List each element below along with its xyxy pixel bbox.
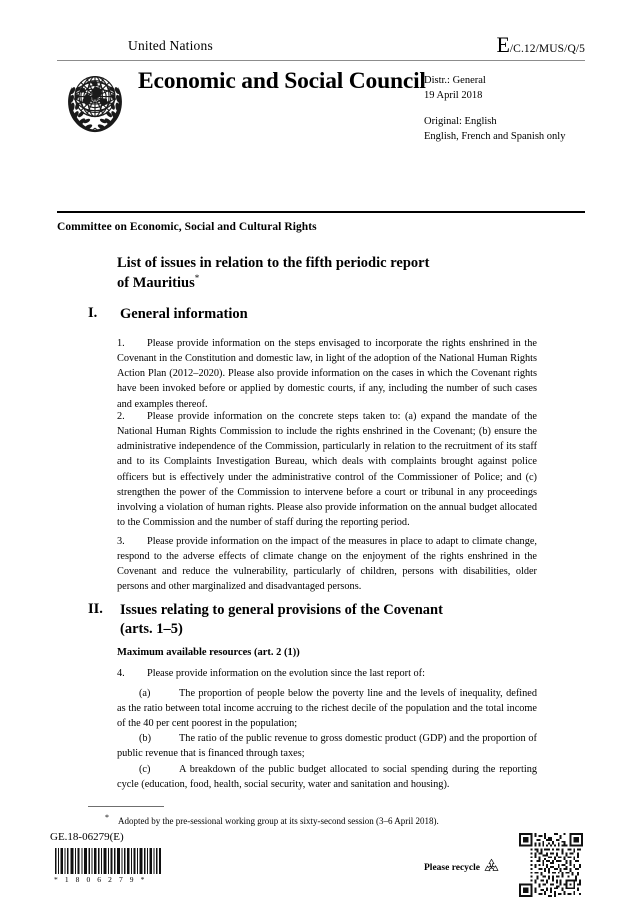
barcode-number: * 1 8 0 6 2 7 9 * bbox=[54, 875, 147, 884]
paragraph-3 bbox=[117, 534, 537, 595]
section-title-2-line1: Issues relating to general provisions of the Covenant bbox=[120, 602, 443, 618]
section-heading-2 bbox=[88, 601, 558, 639]
recycle-label: Please recycle bbox=[424, 863, 480, 873]
page-title-line2: of Mauritius bbox=[117, 274, 195, 291]
paragraph-4 bbox=[117, 666, 537, 681]
subparagraph-text-b: The ratio of the public revenue to gross domestic product (GDP) and the proportion of public revenue that is financed through taxes; bbox=[117, 733, 537, 760]
document-symbol-prefix: E bbox=[496, 32, 510, 57]
committee-name: Committee on Economic, Social and Cultural Rights bbox=[57, 221, 317, 233]
subparagraph-text-a: The proportion of people below the poverty line and the levels of inequality, defined as the ratio between total income accruing to the richest decile of the population and the total income of the 40 per cent poorest in the population; bbox=[117, 688, 537, 730]
document-date: 19 April 2018 bbox=[424, 89, 483, 101]
subparagraph-a bbox=[117, 686, 537, 731]
distribution-label: Distr.: General bbox=[424, 75, 486, 86]
barcode bbox=[54, 848, 162, 884]
recycle-icon bbox=[483, 858, 500, 873]
available-languages: English, French and Spanish only bbox=[424, 130, 566, 142]
footnote-text: Adopted by the pre-sessional working group at its sixty-second session (3–6 April 2018). bbox=[118, 816, 439, 826]
subheading-maximum-available-resources: Maximum available resources (art. 2 (1)) bbox=[117, 647, 300, 658]
organization-name: United Nations bbox=[128, 38, 213, 53]
qr-code bbox=[519, 833, 583, 897]
footnote-mark: * bbox=[105, 813, 109, 822]
un-emblem bbox=[58, 64, 132, 138]
subparagraph-letter-c: (c) bbox=[139, 764, 151, 775]
section-numeral-1: I. bbox=[88, 305, 98, 321]
page-title-line1: List of issues in relation to the fifth periodic report bbox=[117, 255, 430, 271]
paragraph-number-2: 2. bbox=[117, 411, 125, 422]
document-symbol bbox=[496, 34, 585, 57]
paragraph-1 bbox=[117, 336, 537, 412]
section-title-2-line2: (arts. 1–5) bbox=[120, 620, 183, 637]
section-heading-1 bbox=[88, 305, 558, 324]
job-number: GE.18-06279(E) bbox=[50, 831, 124, 843]
paragraph-text-1: Please provide information on the steps envisaged to incorporate the rights enshrined in the Covenant in the Constitution and domestic law, in light of the adoption of the National Human Rights Action Plan (2012–2020). Please also provide information on the cases in which the Covenant rights have been invoked before or applied by domestic courts, if any, including the number of such cases and examples thereof. bbox=[117, 338, 537, 410]
footnote-marker: * bbox=[194, 273, 200, 284]
distribution-block bbox=[424, 74, 486, 104]
section-numeral-2: II. bbox=[88, 601, 103, 617]
paragraph-number-1: 1. bbox=[117, 338, 125, 349]
document-masthead bbox=[0, 0, 640, 205]
barcode-bars bbox=[54, 848, 162, 874]
subparagraph-text-c: A breakdown of the public budget allocated to social spending during the reporting cycle (education, food, health, social security, water and sanitation and housing). bbox=[117, 764, 537, 791]
paragraph-text-4: Please provide information on the evolution since the last report of: bbox=[147, 668, 425, 679]
paragraph-2 bbox=[117, 409, 537, 530]
subparagraph-letter-b: (b) bbox=[139, 733, 152, 744]
paragraph-text-3: Please provide information on the impact of the measures in place to adapt to climate change, respond to the adverse effects of climate change on the enjoyment of the rights enshrined in the Covenant and reduce the vulnerability, particularly of children, persons with disabilities, older persons and other marginalized and disadvantaged persons. bbox=[117, 536, 537, 593]
original-language: Original: English bbox=[424, 116, 497, 127]
footnote-separator bbox=[88, 806, 164, 807]
organ-title: Economic and Social Council bbox=[138, 68, 426, 94]
subparagraph-b bbox=[117, 731, 537, 761]
paragraph-number-3: 3. bbox=[117, 536, 125, 547]
page-title bbox=[117, 254, 537, 293]
header-rule-thin bbox=[57, 60, 585, 61]
paragraph-number-4: 4. bbox=[117, 668, 125, 679]
footnote bbox=[105, 812, 545, 828]
section-title-1: General information bbox=[120, 306, 248, 322]
original-language-block bbox=[424, 115, 565, 145]
recycle-note bbox=[424, 858, 500, 873]
subparagraph-c bbox=[117, 762, 537, 792]
document-symbol-rest: /C.12/MUS/Q/5 bbox=[509, 43, 585, 55]
section-title-2 bbox=[120, 601, 558, 639]
subparagraph-letter-a: (a) bbox=[139, 688, 151, 699]
paragraph-text-2: Please provide information on the concrete steps taken to: (a) expand the mandate of the National Human Rights Commission to include the rights enshrined in the Covenant; (b) ensure the administrative independence of the Commission, particularly in relation to the recruitment of its staff and to its Complaints Investigation Bureau, which deals with complaints brought against police officers but is effectively under the administrative control of the Commissioner of Police; and (c) strengthen the power of the Commission to intervene before a court or tribunal in any proceedings involving a violation of human rights. Please also provide information on the annual budget allocated to the Commission and the number of staff during the reporting period. bbox=[117, 411, 537, 528]
header-rule-thick bbox=[57, 211, 585, 213]
